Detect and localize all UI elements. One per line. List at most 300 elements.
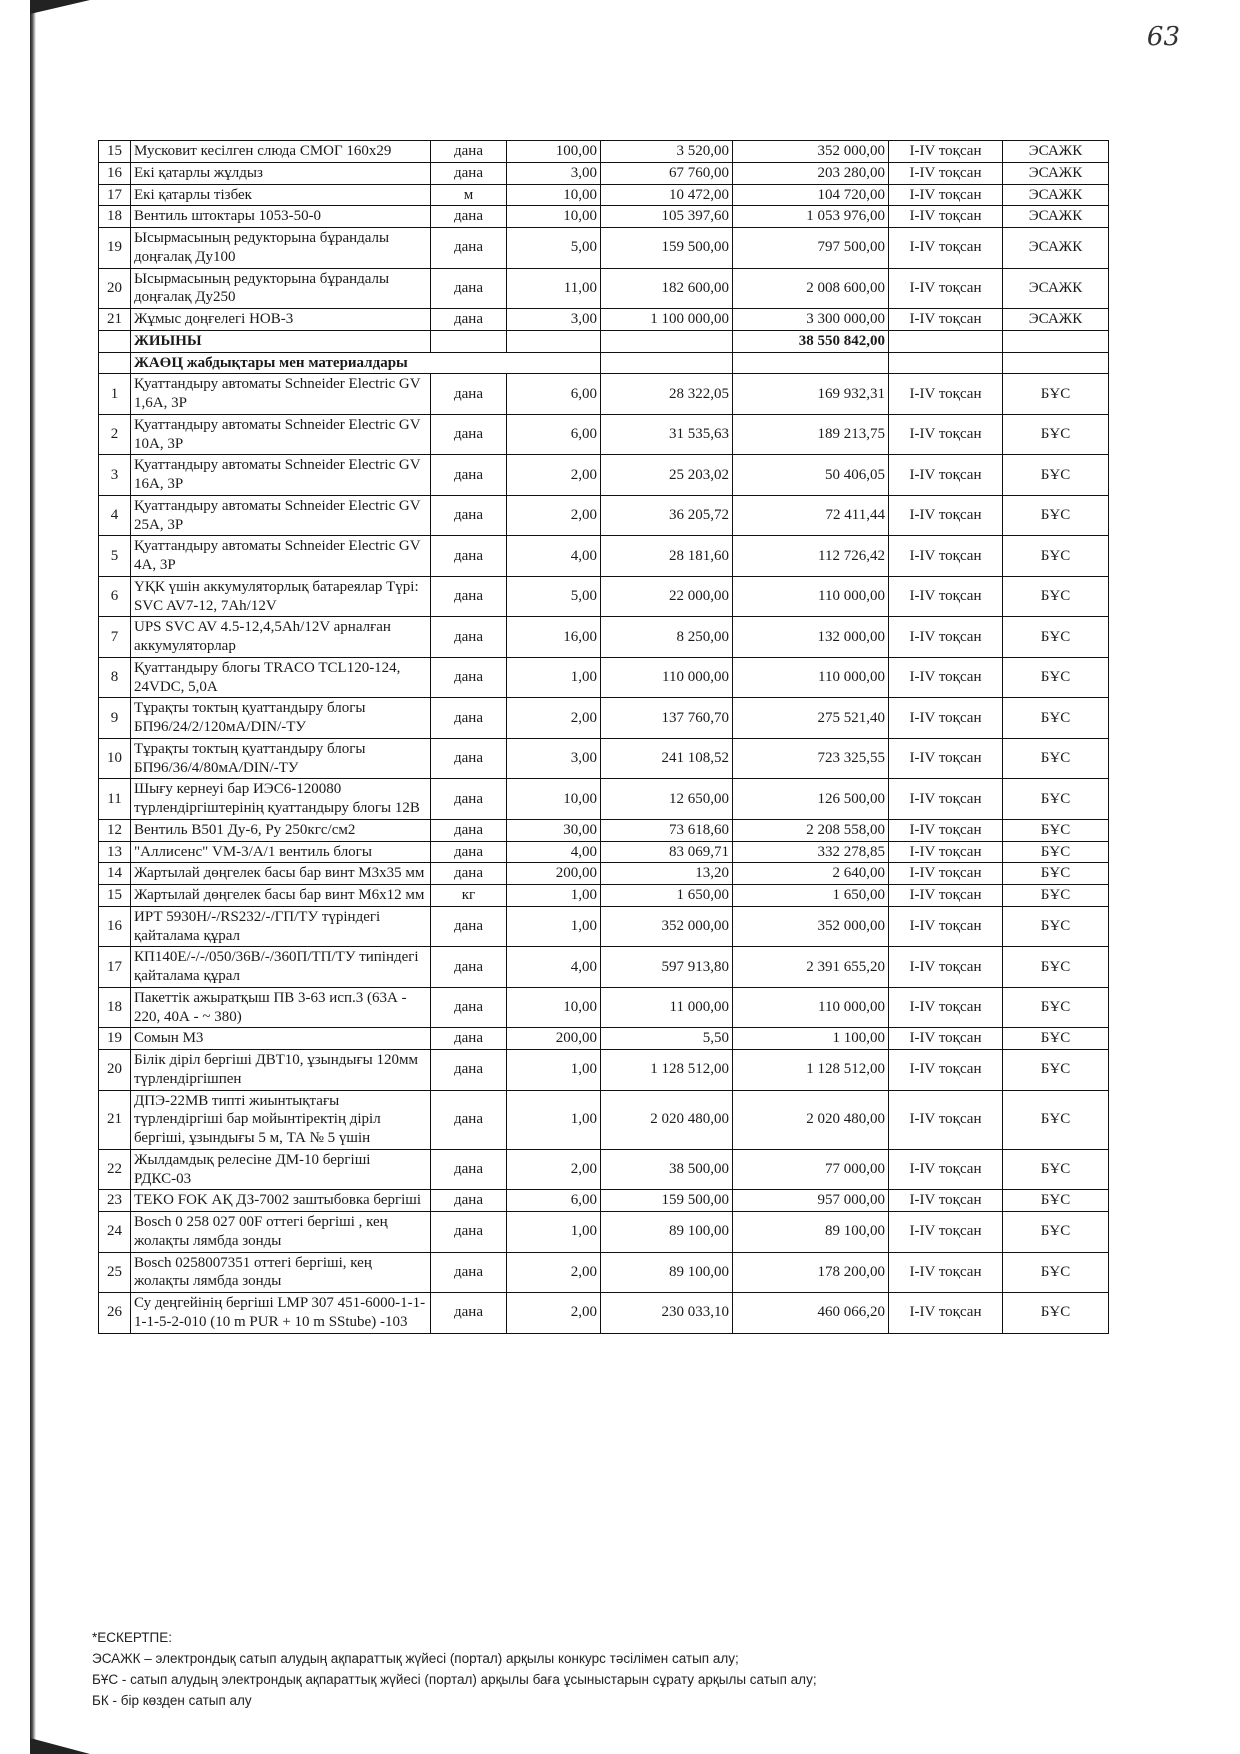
period-cell: I-IV тоқсан xyxy=(889,162,1003,184)
item-name-cell: Bosch 0258007351 оттегі бергіші, кең жолақты лямбда зонды xyxy=(131,1252,431,1293)
unit-cell: дана xyxy=(431,414,507,455)
table-row xyxy=(99,906,1109,947)
scan-artifact-top xyxy=(30,0,90,14)
procurement-method-cell: БҰС xyxy=(1003,947,1109,988)
item-name-cell: Қуаттандыру автоматы Schneider Electric GV 4A, 3P xyxy=(131,536,431,577)
total-amount-cell: 189 213,75 xyxy=(733,414,889,455)
procurement-method-cell: БҰС xyxy=(1003,1293,1109,1334)
quantity-cell: 1,00 xyxy=(507,1090,601,1149)
unit-price-cell: 31 535,63 xyxy=(601,414,733,455)
quantity-cell: 3,00 xyxy=(507,162,601,184)
row-number-cell: 4 xyxy=(99,495,131,536)
unit-cell: дана xyxy=(431,1293,507,1334)
row-number-cell: 15 xyxy=(99,141,131,163)
procurement-method-cell: БҰС xyxy=(1003,885,1109,907)
item-name-cell: Ысырмасының редукторына бұрандалы доңғалақ Ду100 xyxy=(131,228,431,269)
total-amount-cell: 1 650,00 xyxy=(733,885,889,907)
total-empty-cell xyxy=(601,330,733,352)
unit-cell: дана xyxy=(431,1090,507,1149)
unit-cell: дана xyxy=(431,1149,507,1190)
total-amount-cell: 110 000,00 xyxy=(733,576,889,617)
item-name-cell: ҮҚК үшін аккумуляторлық батареялар Түрі: SVC AV7-12, 7Ah/12V xyxy=(131,576,431,617)
item-name-cell: Қуаттандыру блогы TRACO TCL120-124, 24VDC, 5,0A xyxy=(131,657,431,698)
table-row xyxy=(99,1293,1109,1334)
period-cell: I-IV тоқсан xyxy=(889,309,1003,331)
table-total-section xyxy=(99,330,1109,374)
table-row xyxy=(99,141,1109,163)
period-cell: I-IV тоқсан xyxy=(889,657,1003,698)
unit-price-cell: 38 500,00 xyxy=(601,1149,733,1190)
period-cell: I-IV тоқсан xyxy=(889,1050,1003,1091)
item-name-cell: Қуаттандыру автоматы Schneider Electric GV 25A, 3P xyxy=(131,495,431,536)
table-row xyxy=(99,536,1109,577)
row-number-cell: 22 xyxy=(99,1149,131,1190)
total-amount-cell: 957 000,00 xyxy=(733,1190,889,1212)
quantity-cell: 10,00 xyxy=(507,184,601,206)
procurement-method-cell: БҰС xyxy=(1003,1212,1109,1253)
unit-price-cell: 89 100,00 xyxy=(601,1212,733,1253)
unit-price-cell: 137 760,70 xyxy=(601,698,733,739)
unit-cell: дана xyxy=(431,576,507,617)
procurement-method-cell: БҰС xyxy=(1003,1050,1109,1091)
unit-price-cell: 73 618,60 xyxy=(601,819,733,841)
quantity-cell: 200,00 xyxy=(507,1028,601,1050)
unit-price-cell: 241 108,52 xyxy=(601,738,733,779)
total-amount-cell: 110 000,00 xyxy=(733,987,889,1028)
item-name-cell: ИРТ 5930Н/-/RS232/-/ГП/ТУ түріндегі қайталама құрал xyxy=(131,906,431,947)
total-amount-cell: 723 325,55 xyxy=(733,738,889,779)
table-row xyxy=(99,1252,1109,1293)
unit-cell: дана xyxy=(431,819,507,841)
item-name-cell: "Аллисенс" VM-3/A/1 вентиль блогы xyxy=(131,841,431,863)
unit-price-cell: 36 205,72 xyxy=(601,495,733,536)
table-row xyxy=(99,779,1109,820)
item-name-cell: Ысырмасының редукторына бұрандалы доңғалақ Ду250 xyxy=(131,268,431,309)
quantity-cell: 200,00 xyxy=(507,863,601,885)
quantity-cell: 11,00 xyxy=(507,268,601,309)
section-empty-cell xyxy=(733,352,889,374)
procurement-method-cell: БҰС xyxy=(1003,1252,1109,1293)
quantity-cell: 2,00 xyxy=(507,1149,601,1190)
unit-price-cell: 5,50 xyxy=(601,1028,733,1050)
row-number-cell: 10 xyxy=(99,738,131,779)
table-row xyxy=(99,947,1109,988)
row-number-cell: 8 xyxy=(99,657,131,698)
total-amount-cell: 110 000,00 xyxy=(733,657,889,698)
period-cell: I-IV тоқсан xyxy=(889,738,1003,779)
unit-cell: дана xyxy=(431,455,507,496)
total-amount-cell: 2 640,00 xyxy=(733,863,889,885)
item-name-cell: Екі қатарлы тізбек xyxy=(131,184,431,206)
unit-cell: дана xyxy=(431,228,507,269)
table-row xyxy=(99,657,1109,698)
period-cell: I-IV тоқсан xyxy=(889,1212,1003,1253)
table-body-a xyxy=(99,141,1109,331)
quantity-cell: 1,00 xyxy=(507,1050,601,1091)
table-row xyxy=(99,841,1109,863)
unit-price-cell: 105 397,60 xyxy=(601,206,733,228)
row-number-cell: 14 xyxy=(99,863,131,885)
quantity-cell: 1,00 xyxy=(507,657,601,698)
total-sum: 38 550 842,00 xyxy=(733,330,889,352)
row-number-cell: 24 xyxy=(99,1212,131,1253)
item-name-cell: Вентиль В501 Ду-6, Ру 250кгс/см2 xyxy=(131,819,431,841)
total-amount-cell: 112 726,42 xyxy=(733,536,889,577)
total-amount-cell: 352 000,00 xyxy=(733,141,889,163)
table-row xyxy=(99,374,1109,415)
unit-cell: дана xyxy=(431,268,507,309)
item-name-cell: Жартылай дөңгелек басы бар винт М3х35 мм xyxy=(131,863,431,885)
row-number-cell: 20 xyxy=(99,1050,131,1091)
unit-cell: дана xyxy=(431,1028,507,1050)
period-cell: I-IV тоқсан xyxy=(889,268,1003,309)
unit-price-cell: 1 650,00 xyxy=(601,885,733,907)
row-number-cell: 18 xyxy=(99,987,131,1028)
period-cell: I-IV тоқсан xyxy=(889,885,1003,907)
procurement-method-cell: БҰС xyxy=(1003,863,1109,885)
procurement-method-cell: БҰС xyxy=(1003,1190,1109,1212)
row-number-cell: 20 xyxy=(99,268,131,309)
row-number-cell: 12 xyxy=(99,819,131,841)
item-name-cell: Тұрақты токтың қуаттандыру блогы БП96/24/2/120мА/DIN/-ТУ xyxy=(131,698,431,739)
procurement-method-cell: БҰС xyxy=(1003,374,1109,415)
unit-cell: дана xyxy=(431,536,507,577)
period-cell: I-IV тоқсан xyxy=(889,141,1003,163)
item-name-cell: TEKO FOK АҚ ДЗ-7002 заштыбовка бергіші xyxy=(131,1190,431,1212)
unit-price-cell: 230 033,10 xyxy=(601,1293,733,1334)
row-number-cell: 17 xyxy=(99,947,131,988)
unit-cell: дана xyxy=(431,162,507,184)
item-name-cell: Су деңгейінің бергіші LMP 307 451-6000-1-1-1-1-5-2-010 (10 m PUR + 10 m SStube) -103 xyxy=(131,1293,431,1334)
table-row xyxy=(99,698,1109,739)
quantity-cell: 4,00 xyxy=(507,841,601,863)
procurement-method-cell: БҰС xyxy=(1003,906,1109,947)
row-number-cell: 7 xyxy=(99,617,131,658)
unit-cell: дана xyxy=(431,1212,507,1253)
total-amount-cell: 203 280,00 xyxy=(733,162,889,184)
total-amount-cell: 77 000,00 xyxy=(733,1149,889,1190)
row-number-cell: 2 xyxy=(99,414,131,455)
period-cell: I-IV тоқсан xyxy=(889,495,1003,536)
item-name-cell: Қуаттандыру автоматы Schneider Electric GV 1,6A, 3P xyxy=(131,374,431,415)
row-number-cell: 1 xyxy=(99,374,131,415)
procurement-table xyxy=(98,140,1109,1334)
period-cell: I-IV тоқсан xyxy=(889,906,1003,947)
quantity-cell: 5,00 xyxy=(507,228,601,269)
period-cell: I-IV тоқсан xyxy=(889,576,1003,617)
table-row xyxy=(99,738,1109,779)
table-row xyxy=(99,885,1109,907)
quantity-cell: 3,00 xyxy=(507,738,601,779)
period-cell: I-IV тоқсан xyxy=(889,698,1003,739)
quantity-cell: 100,00 xyxy=(507,141,601,163)
unit-price-cell: 13,20 xyxy=(601,863,733,885)
procurement-method-cell: БҰС xyxy=(1003,779,1109,820)
unit-cell: дана xyxy=(431,141,507,163)
total-empty-cell xyxy=(1003,330,1109,352)
section-no-cell xyxy=(99,352,131,374)
table-row xyxy=(99,309,1109,331)
period-cell: I-IV тоқсан xyxy=(889,228,1003,269)
unit-price-cell: 89 100,00 xyxy=(601,1252,733,1293)
unit-price-cell: 28 181,60 xyxy=(601,536,733,577)
table-row xyxy=(99,162,1109,184)
quantity-cell: 1,00 xyxy=(507,906,601,947)
total-amount-cell: 104 720,00 xyxy=(733,184,889,206)
unit-price-cell: 159 500,00 xyxy=(601,1190,733,1212)
period-cell: I-IV тоқсан xyxy=(889,841,1003,863)
unit-cell: дана xyxy=(431,1252,507,1293)
row-number-cell: 26 xyxy=(99,1293,131,1334)
total-amount-cell: 1 100,00 xyxy=(733,1028,889,1050)
quantity-cell: 2,00 xyxy=(507,1293,601,1334)
page-number: 63 xyxy=(1146,22,1180,52)
quantity-cell: 6,00 xyxy=(507,374,601,415)
table-row xyxy=(99,268,1109,309)
item-name-cell: Вентиль штоктары 1053-50-0 xyxy=(131,206,431,228)
period-cell: I-IV тоқсан xyxy=(889,779,1003,820)
unit-price-cell: 1 128 512,00 xyxy=(601,1050,733,1091)
unit-price-cell: 182 600,00 xyxy=(601,268,733,309)
quantity-cell: 6,00 xyxy=(507,414,601,455)
quantity-cell: 10,00 xyxy=(507,779,601,820)
period-cell: I-IV тоқсан xyxy=(889,206,1003,228)
unit-price-cell: 110 000,00 xyxy=(601,657,733,698)
table-row xyxy=(99,617,1109,658)
period-cell: I-IV тоқсан xyxy=(889,1090,1003,1149)
section-empty-cell xyxy=(601,352,733,374)
unit-cell: дана xyxy=(431,617,507,658)
unit-cell: дана xyxy=(431,374,507,415)
unit-cell: дана xyxy=(431,206,507,228)
item-name-cell: Пакеттік ажыратқыш ПВ 3-63 исп.3 (63А - 220, 40А - ~ 380) xyxy=(131,987,431,1028)
total-amount-cell: 2 008 600,00 xyxy=(733,268,889,309)
row-number-cell: 16 xyxy=(99,162,131,184)
item-name-cell: Шығу кернеуі бар ИЭС6-120080 түрлендіргіштерінің қуаттандыру блогы 12В xyxy=(131,779,431,820)
table-row xyxy=(99,455,1109,496)
total-amount-cell: 460 066,20 xyxy=(733,1293,889,1334)
section-title: ЖАӨЦ жабдықтары мен материалдары xyxy=(131,352,601,374)
procurement-method-cell: ЭСАЖК xyxy=(1003,162,1109,184)
unit-cell: дана xyxy=(431,1190,507,1212)
quantity-cell: 2,00 xyxy=(507,1252,601,1293)
item-name-cell: Қуаттандыру автоматы Schneider Electric GV 10A, 3P xyxy=(131,414,431,455)
total-amount-cell: 132 000,00 xyxy=(733,617,889,658)
total-no-cell xyxy=(99,330,131,352)
unit-cell: дана xyxy=(431,779,507,820)
table-row xyxy=(99,1050,1109,1091)
period-cell: I-IV тоқсан xyxy=(889,1149,1003,1190)
quantity-cell: 30,00 xyxy=(507,819,601,841)
total-amount-cell: 2 208 558,00 xyxy=(733,819,889,841)
item-name-cell: КП140Е/-/-/050/36В/-/360П/ТП/ТУ типіндегі қайталама құрал xyxy=(131,947,431,988)
period-cell: I-IV тоқсан xyxy=(889,414,1003,455)
notes-heading: *ЕСКЕРТПЕ: xyxy=(92,1630,172,1645)
total-amount-cell: 275 521,40 xyxy=(733,698,889,739)
procurement-method-cell: БҰС xyxy=(1003,1149,1109,1190)
row-number-cell: 18 xyxy=(99,206,131,228)
table-row xyxy=(99,228,1109,269)
procurement-method-cell: БҰС xyxy=(1003,455,1109,496)
procurement-method-cell: ЭСАЖК xyxy=(1003,184,1109,206)
quantity-cell: 16,00 xyxy=(507,617,601,658)
quantity-cell: 2,00 xyxy=(507,455,601,496)
procurement-method-cell: БҰС xyxy=(1003,657,1109,698)
quantity-cell: 10,00 xyxy=(507,206,601,228)
quantity-cell: 1,00 xyxy=(507,1212,601,1253)
total-label: ЖИЫНЫ xyxy=(131,330,431,352)
period-cell: I-IV тоқсан xyxy=(889,819,1003,841)
scan-edge xyxy=(30,0,36,1754)
procurement-method-cell: ЭСАЖК xyxy=(1003,141,1109,163)
procurement-method-cell: ЭСАЖК xyxy=(1003,228,1109,269)
unit-price-cell: 67 760,00 xyxy=(601,162,733,184)
table-row xyxy=(99,206,1109,228)
total-amount-cell: 50 406,05 xyxy=(733,455,889,496)
total-amount-cell: 1 053 976,00 xyxy=(733,206,889,228)
unit-cell: кг xyxy=(431,885,507,907)
item-name-cell: Жұмыс доңғелегі НОВ-3 xyxy=(131,309,431,331)
row-number-cell: 3 xyxy=(99,455,131,496)
quantity-cell: 4,00 xyxy=(507,536,601,577)
period-cell: I-IV тоқсан xyxy=(889,1190,1003,1212)
total-amount-cell: 169 932,31 xyxy=(733,374,889,415)
unit-price-cell: 11 000,00 xyxy=(601,987,733,1028)
scan-artifact-bottom xyxy=(30,1738,90,1754)
period-cell: I-IV тоқсан xyxy=(889,617,1003,658)
total-amount-cell: 178 200,00 xyxy=(733,1252,889,1293)
procurement-method-cell: БҰС xyxy=(1003,414,1109,455)
unit-price-cell: 352 000,00 xyxy=(601,906,733,947)
quantity-cell: 2,00 xyxy=(507,698,601,739)
row-number-cell: 21 xyxy=(99,1090,131,1149)
notes-line-esazhk: ЭСАЖК – электрондық сатып алудың ақпараттық жүйесі (портал) арқылы конкурс тәсілімен сатып алу; xyxy=(92,1650,739,1666)
unit-price-cell: 3 520,00 xyxy=(601,141,733,163)
procurement-method-cell: БҰС xyxy=(1003,987,1109,1028)
table-row xyxy=(99,184,1109,206)
unit-price-cell: 10 472,00 xyxy=(601,184,733,206)
period-cell: I-IV тоқсан xyxy=(889,1293,1003,1334)
total-amount-cell: 126 500,00 xyxy=(733,779,889,820)
unit-cell: дана xyxy=(431,906,507,947)
row-number-cell: 25 xyxy=(99,1252,131,1293)
total-amount-cell: 2 020 480,00 xyxy=(733,1090,889,1149)
quantity-cell: 5,00 xyxy=(507,576,601,617)
item-name-cell: Жылдамдық релесіне ДМ-10 бергіші РДКС-03 xyxy=(131,1149,431,1190)
quantity-cell: 6,00 xyxy=(507,1190,601,1212)
total-amount-cell: 1 128 512,00 xyxy=(733,1050,889,1091)
table-row xyxy=(99,576,1109,617)
period-cell: I-IV тоқсан xyxy=(889,184,1003,206)
notes-block xyxy=(92,1628,1132,1712)
total-amount-cell: 72 411,44 xyxy=(733,495,889,536)
table-row xyxy=(99,1190,1109,1212)
section-header-row xyxy=(99,352,1109,374)
row-number-cell: 17 xyxy=(99,184,131,206)
unit-price-cell: 28 322,05 xyxy=(601,374,733,415)
row-number-cell: 23 xyxy=(99,1190,131,1212)
period-cell: I-IV тоқсан xyxy=(889,947,1003,988)
period-cell: I-IV тоқсан xyxy=(889,1252,1003,1293)
unit-price-cell: 2 020 480,00 xyxy=(601,1090,733,1149)
row-number-cell: 21 xyxy=(99,309,131,331)
total-amount-cell: 89 100,00 xyxy=(733,1212,889,1253)
unit-price-cell: 83 069,71 xyxy=(601,841,733,863)
item-name-cell: Тұрақты токтың қуаттандыру блогы БП96/36/4/80мА/DIN/-ТУ xyxy=(131,738,431,779)
period-cell: I-IV тоқсан xyxy=(889,987,1003,1028)
unit-price-cell: 159 500,00 xyxy=(601,228,733,269)
table-row xyxy=(99,987,1109,1028)
unit-cell: дана xyxy=(431,1050,507,1091)
total-empty-cell xyxy=(507,330,601,352)
item-name-cell: ДПЭ-22МВ типті жиынтықтағы түрлендіргіші бар мойынтіректің діріл бергіші, ұзындығы 5 м, ТА № 5 үшін xyxy=(131,1090,431,1149)
unit-cell: дана xyxy=(431,698,507,739)
procurement-method-cell: БҰС xyxy=(1003,536,1109,577)
unit-cell: дана xyxy=(431,841,507,863)
period-cell: I-IV тоқсан xyxy=(889,374,1003,415)
quantity-cell: 3,00 xyxy=(507,309,601,331)
table-row xyxy=(99,863,1109,885)
total-amount-cell: 3 300 000,00 xyxy=(733,309,889,331)
item-name-cell: Қуаттандыру автоматы Schneider Electric GV 16A, 3P xyxy=(131,455,431,496)
total-amount-cell: 797 500,00 xyxy=(733,228,889,269)
procurement-method-cell: БҰС xyxy=(1003,819,1109,841)
procurement-method-cell: ЭСАЖК xyxy=(1003,268,1109,309)
unit-cell: дана xyxy=(431,738,507,779)
section-empty-cell xyxy=(1003,352,1109,374)
procurement-method-cell: ЭСАЖК xyxy=(1003,206,1109,228)
period-cell: I-IV тоқсан xyxy=(889,1028,1003,1050)
total-row xyxy=(99,330,1109,352)
item-name-cell: Білік діріл бергіші ДВТ10, ұзындығы 120мм түрлендіргішпен xyxy=(131,1050,431,1091)
row-number-cell: 6 xyxy=(99,576,131,617)
procurement-method-cell: БҰС xyxy=(1003,1028,1109,1050)
quantity-cell: 2,00 xyxy=(507,495,601,536)
unit-cell: дана xyxy=(431,987,507,1028)
row-number-cell: 11 xyxy=(99,779,131,820)
row-number-cell: 19 xyxy=(99,1028,131,1050)
unit-cell: дана xyxy=(431,657,507,698)
unit-cell: дана xyxy=(431,863,507,885)
table-row xyxy=(99,1149,1109,1190)
period-cell: I-IV тоқсан xyxy=(889,863,1003,885)
unit-price-cell: 12 650,00 xyxy=(601,779,733,820)
row-number-cell: 19 xyxy=(99,228,131,269)
item-name-cell: Екі қатарлы жұлдыз xyxy=(131,162,431,184)
procurement-method-cell: БҰС xyxy=(1003,617,1109,658)
table-body-b xyxy=(99,374,1109,1333)
row-number-cell: 16 xyxy=(99,906,131,947)
item-name-cell: Сомын М3 xyxy=(131,1028,431,1050)
period-cell: I-IV тоқсан xyxy=(889,536,1003,577)
notes-line-bus: БҰС - сатып алудың электрондық ақпараттық жүйесі (портал) арқылы баға ұсыныстарын сұрату арқылы сатып алу; xyxy=(92,1671,817,1687)
procurement-method-cell: ЭСАЖК xyxy=(1003,309,1109,331)
row-number-cell: 5 xyxy=(99,536,131,577)
table-row xyxy=(99,1090,1109,1149)
row-number-cell: 9 xyxy=(99,698,131,739)
total-amount-cell: 352 000,00 xyxy=(733,906,889,947)
quantity-cell: 4,00 xyxy=(507,947,601,988)
table-row xyxy=(99,495,1109,536)
unit-cell: м xyxy=(431,184,507,206)
procurement-method-cell: БҰС xyxy=(1003,841,1109,863)
procurement-method-cell: БҰС xyxy=(1003,1090,1109,1149)
unit-price-cell: 8 250,00 xyxy=(601,617,733,658)
unit-cell: дана xyxy=(431,495,507,536)
total-amount-cell: 332 278,85 xyxy=(733,841,889,863)
procurement-method-cell: БҰС xyxy=(1003,738,1109,779)
row-number-cell: 15 xyxy=(99,885,131,907)
